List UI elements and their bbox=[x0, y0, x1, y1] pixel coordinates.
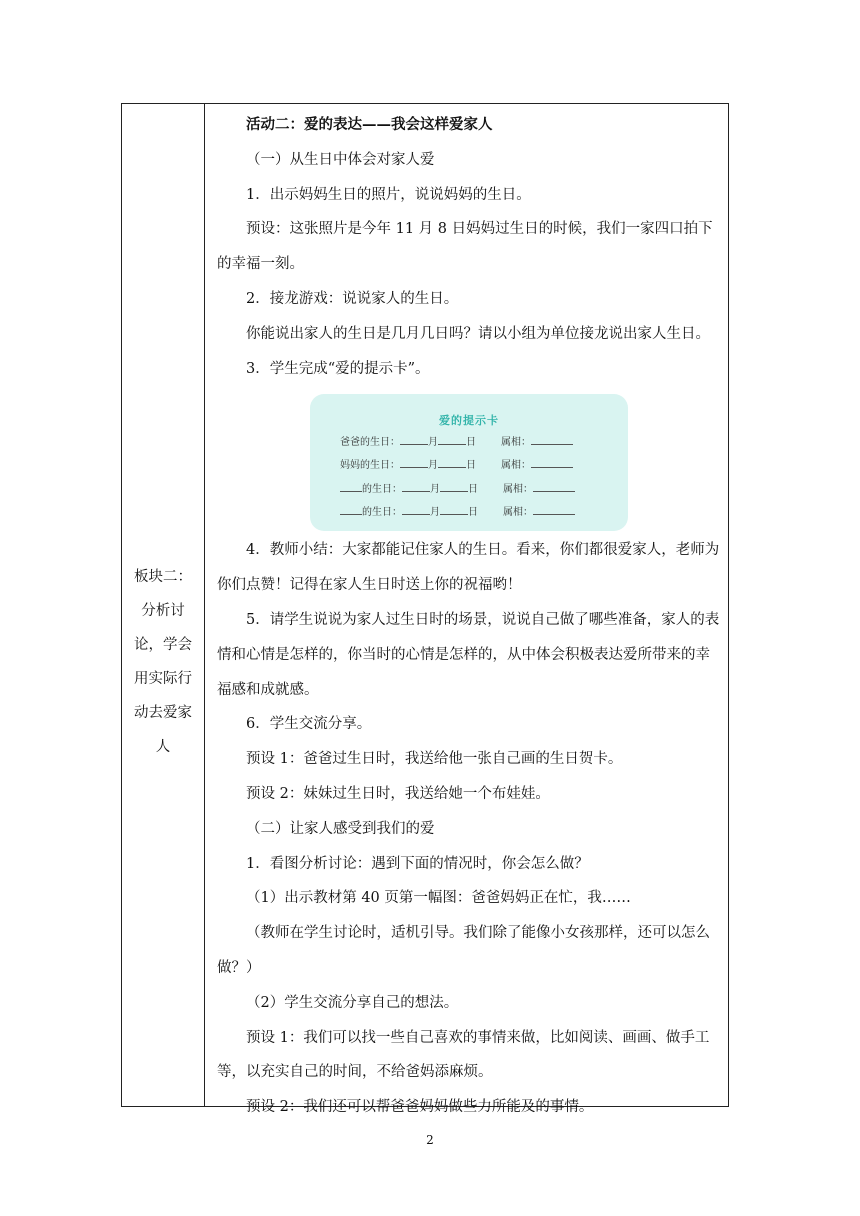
blank-line bbox=[440, 504, 468, 515]
card-row-day: 日 bbox=[466, 460, 476, 472]
section-label-line: 板块二： bbox=[134, 569, 192, 585]
blank-line bbox=[402, 504, 430, 515]
paragraph: 预设 1：爸爸过生日时，我送给他一张自己画的生日贺卡。 bbox=[246, 751, 623, 768]
love-card bbox=[310, 394, 628, 531]
card-row-day: 日 bbox=[466, 437, 476, 449]
section-heading: （一）从生日中体会对家人爱 bbox=[246, 151, 435, 168]
card-row-month: 月 bbox=[428, 460, 438, 472]
column-divider bbox=[204, 104, 205, 1106]
card-row bbox=[340, 434, 573, 450]
paragraph: （教师在学生讨论时，适机引导。我们除了能像小女孩那样，还可以怎么做？） bbox=[217, 925, 710, 976]
card-row-who: 的生日： bbox=[362, 507, 402, 519]
paragraph: 1．看图分析讨论：遇到下面的情况时，你会怎么做？ bbox=[246, 855, 589, 872]
card-row-month: 月 bbox=[428, 437, 438, 449]
paragraph: 你能说出家人的生日是几月几日吗？请以小组为单位接龙说出家人生日。 bbox=[246, 325, 710, 342]
paragraph: （2）学生交流分享自己的想法。 bbox=[246, 994, 459, 1011]
paragraph: 5．请学生说说为家人过生日时的场景，说说自己做了哪些准备，家人的表情和心情是怎样的，你当时的心情是怎样的，从中体会积极表达爱所带来的幸福感和成就感。 bbox=[217, 611, 720, 698]
love-card-figure bbox=[217, 386, 722, 533]
blank-line bbox=[400, 434, 428, 445]
section-label-line: 人 bbox=[155, 739, 171, 755]
paragraph: 2．接龙游戏：说说家人的生日。 bbox=[246, 290, 459, 307]
blank-line bbox=[531, 457, 573, 468]
paragraph: 预设 2：我们还可以帮爸爸妈妈做些力所能及的事情。 bbox=[246, 1099, 594, 1116]
activity-content-cell bbox=[217, 108, 722, 1125]
section-label-line: 用实际行 bbox=[134, 671, 192, 687]
card-row-zodiac: 属相： bbox=[501, 460, 531, 472]
blank-line bbox=[438, 457, 466, 468]
paragraph: 预设 2：妹妹过生日时，我送给她一个布娃娃。 bbox=[246, 785, 550, 802]
blank-line bbox=[340, 481, 362, 492]
blank-line bbox=[400, 457, 428, 468]
card-row-zodiac: 属相： bbox=[503, 507, 533, 519]
card-row-day: 日 bbox=[468, 484, 478, 496]
lesson-table bbox=[121, 103, 729, 1116]
blank-line bbox=[531, 434, 573, 445]
card-row-month: 月 bbox=[430, 507, 440, 519]
paragraph: （1）出示教材第 40 页第一幅图：爸爸妈妈正在忙，我…… bbox=[246, 890, 631, 907]
paragraph: 预设：这张照片是今年 11 月 8 日妈妈过生日的时候，我们一家四口拍下的幸福一刻。 bbox=[217, 221, 713, 273]
card-row-month: 月 bbox=[430, 484, 440, 496]
blank-line bbox=[533, 481, 575, 492]
activity-title: 活动二：爱的表达——我会这样爱家人 bbox=[246, 116, 493, 133]
love-card-title: 爱的提示卡 bbox=[439, 414, 499, 428]
card-row-who: 妈妈的生日： bbox=[340, 460, 400, 472]
blank-line bbox=[533, 504, 575, 515]
card-row-who: 爸爸的生日： bbox=[340, 437, 400, 449]
paragraph: 3．学生完成“爱的提示卡”。 bbox=[246, 360, 430, 377]
card-row bbox=[340, 457, 573, 473]
card-row-day: 日 bbox=[468, 507, 478, 519]
section-heading: （二）让家人感受到我们的爱 bbox=[246, 820, 435, 837]
blank-line bbox=[340, 504, 362, 515]
page-number: 2 bbox=[426, 1133, 434, 1147]
paragraph: 6．学生交流分享。 bbox=[246, 716, 372, 733]
paragraph: 预设 1：我们可以找一些自己喜欢的事情来做，比如阅读、画画、做手工等，以充实自己的时间，不给爸妈添麻烦。 bbox=[217, 1029, 710, 1081]
blank-line bbox=[402, 481, 430, 492]
card-row bbox=[340, 504, 575, 520]
card-row-zodiac: 属相： bbox=[501, 437, 531, 449]
blank-line bbox=[438, 434, 466, 445]
section-label-line: 分析讨 bbox=[141, 603, 185, 619]
paragraph: 4．教师小结：大家都能记住家人的生日。看来，你们都很爱家人，老师为你们点赞！记得在家人生日时送上你的祝福哟！ bbox=[217, 542, 720, 594]
card-row-who: 的生日： bbox=[362, 484, 402, 496]
section-label-line: 论，学会 bbox=[134, 637, 192, 653]
blank-line bbox=[440, 481, 468, 492]
paragraph: 1．出示妈妈生日的照片，说说妈妈的生日。 bbox=[246, 186, 531, 203]
section-label-line: 动去爱家 bbox=[134, 705, 192, 721]
card-row-zodiac: 属相： bbox=[503, 484, 533, 496]
card-row bbox=[340, 481, 575, 497]
section-label-cell bbox=[122, 560, 204, 764]
